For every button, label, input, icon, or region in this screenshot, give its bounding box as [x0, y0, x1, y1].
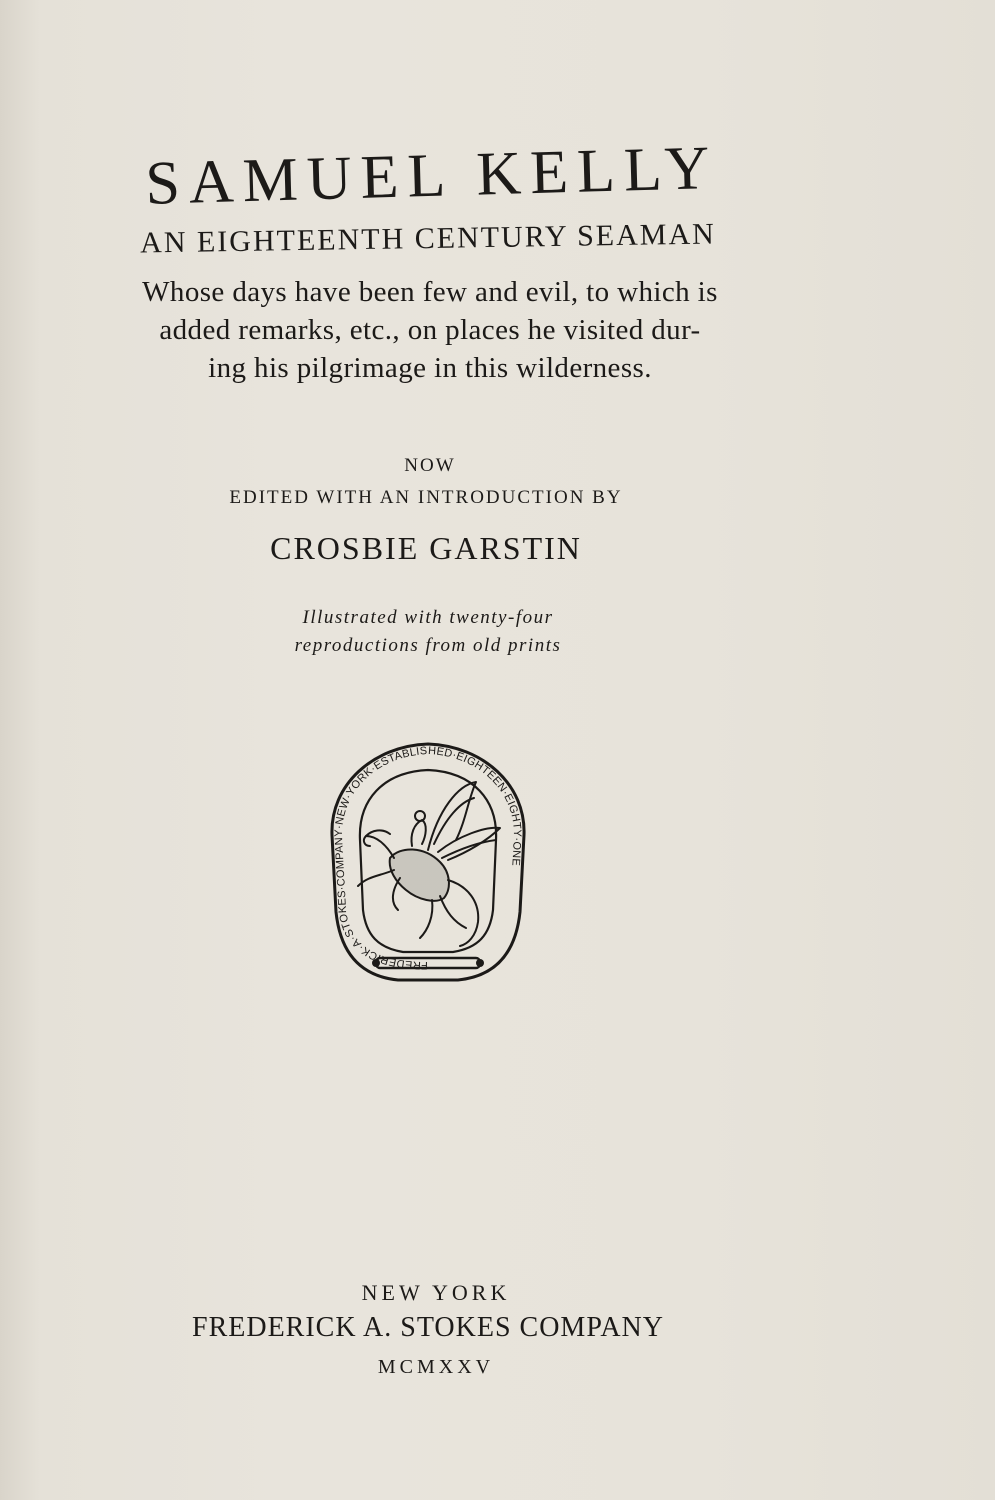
imprint-year: MCMXXV	[377, 1356, 495, 1378]
svg-text:FREDERICK·A·STOKES·COMPANY·NEW: FREDERICK·A·STOKES·COMPANY·NEW·YORK·ESTABLISHED·EIGHTEEN·EIGHTY·ONE	[332, 744, 524, 972]
illustration-note-line-2: reproductions from old prints	[294, 635, 562, 656]
edited-by-label: EDITED WITH AN INTRODUCTION BY	[229, 487, 623, 508]
pegasus-seal-icon	[328, 740, 528, 990]
imprint-publisher: FREDERICK A. STOKES COMPANY	[192, 1312, 664, 1343]
book-title: SAMUEL KELLY	[144, 133, 720, 218]
now-label: NOW	[404, 455, 456, 476]
description-line-2: added remarks, etc., on places he visited dur-	[159, 314, 701, 346]
illustration-note-line-1: Illustrated with twenty-four	[302, 607, 554, 628]
imprint-city: NEW YORK	[361, 1280, 511, 1305]
description-line-3: ing his pilgrimage in this wilderness.	[208, 352, 652, 384]
description-line-1: Whose days have been few and evil, to which is	[142, 276, 718, 308]
editor-name: CROSBIE GARSTIN	[270, 530, 582, 566]
book-subtitle: AN EIGHTEENTH CENTURY SEAMAN	[139, 217, 717, 260]
